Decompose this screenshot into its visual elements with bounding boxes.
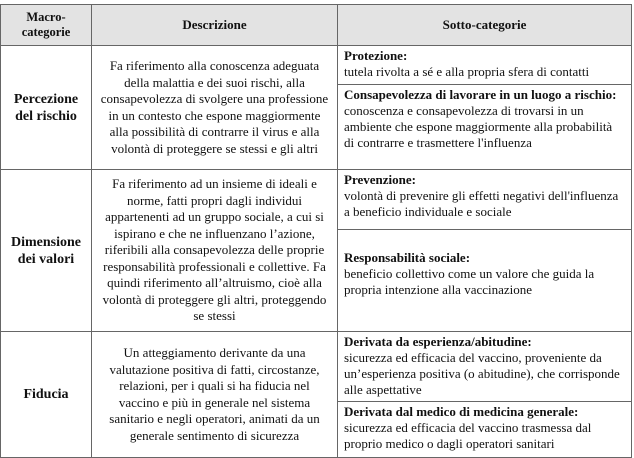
subcategories-cell xyxy=(338,332,632,458)
table-row xyxy=(1,332,632,458)
category-cell: Percezione del rischio xyxy=(1,46,92,170)
subcategory-title: Consapevolezza di lavorare in un luogo a rischio: xyxy=(344,87,617,102)
subcategory-text: tutela rivolta a sé e alla propria sfera di contatti xyxy=(344,64,590,79)
category-cell: Fiducia xyxy=(1,332,92,458)
description-cell: Fa riferimento ad un insieme di ideali e norme, fatti propri dagli individui appartenenti ad un gruppo sociale, a cui si ispirano e che ne influenzano l’azione, riferibili alla consapevolezza delle proprie responsabilità professionali e collettive. Fa quindi riferimento all’altruismo, cioè alla volontà di proteggere gli altri, proteggendo se stessi xyxy=(92,170,338,332)
subcategory-text: beneficio collettivo come un valore che guida la propria intenzione alla vaccinazione xyxy=(344,266,595,297)
subcategory xyxy=(338,401,631,455)
categories-table xyxy=(0,4,632,458)
subcategory-text: sicurezza ed efficacia del vaccino, proveniente da un’esperienza positiva (o abitudine), che corrisponde alle aspettative xyxy=(344,350,620,397)
header-row xyxy=(1,5,632,46)
subcategory-title: Derivata da esperienza/abitudine: xyxy=(344,334,532,349)
subcategory-text: sicurezza ed efficacia del vaccino trasmessa dal proprio medico o dagli operatori sanitari xyxy=(344,420,592,451)
subcategory-text: volontà di prevenire gli effetti negativi dell'influenza a beneficio individuale e sociale xyxy=(344,188,619,219)
table-row xyxy=(1,46,632,170)
subcategory xyxy=(338,84,631,154)
subcategory xyxy=(338,46,631,84)
header-descrizione: Descrizione xyxy=(92,5,338,46)
description-cell: Fa riferimento alla conoscenza adeguata della malattia e dei suoi rischi, alla consapevolezza di svolgere una professione in un contesto che espone maggiormente alla possibilità di contrarre il virus e alla volontà di proteggere se stessi e gli altri xyxy=(92,46,338,170)
subcategory-title: Prevenzione: xyxy=(344,172,416,187)
subcategory-title: Protezione: xyxy=(344,48,408,63)
header-sotto-categorie: Sotto-categorie xyxy=(338,5,632,46)
header-macro-categorie: Macro- categorie xyxy=(1,5,92,46)
subcategories-cell xyxy=(338,46,632,170)
subcategories-cell xyxy=(338,170,632,332)
subcategory-title: Responsabilità sociale: xyxy=(344,250,471,265)
subcategory xyxy=(338,332,631,401)
description-cell: Un atteggiamento derivante da una valutazione positiva di fatti, circostanze, relazioni, per i quali si ha fiducia nel vaccino e più in generale nel sistema sanitario e negli operatori, animati da un generale sentimento di sicurezza xyxy=(92,332,338,458)
category-cell: Dimensione dei valori xyxy=(1,170,92,332)
subcategory xyxy=(338,229,631,301)
subcategory-text: conoscenza e consapevolezza di trovarsi in un ambiente che espone maggiormente alla probabilità di contrarre e trasmettere l'influenza xyxy=(344,103,613,150)
subcategory-title: Derivata dal medico di medicina generale: xyxy=(344,404,579,419)
subcategory xyxy=(338,170,631,229)
table-row xyxy=(1,170,632,332)
